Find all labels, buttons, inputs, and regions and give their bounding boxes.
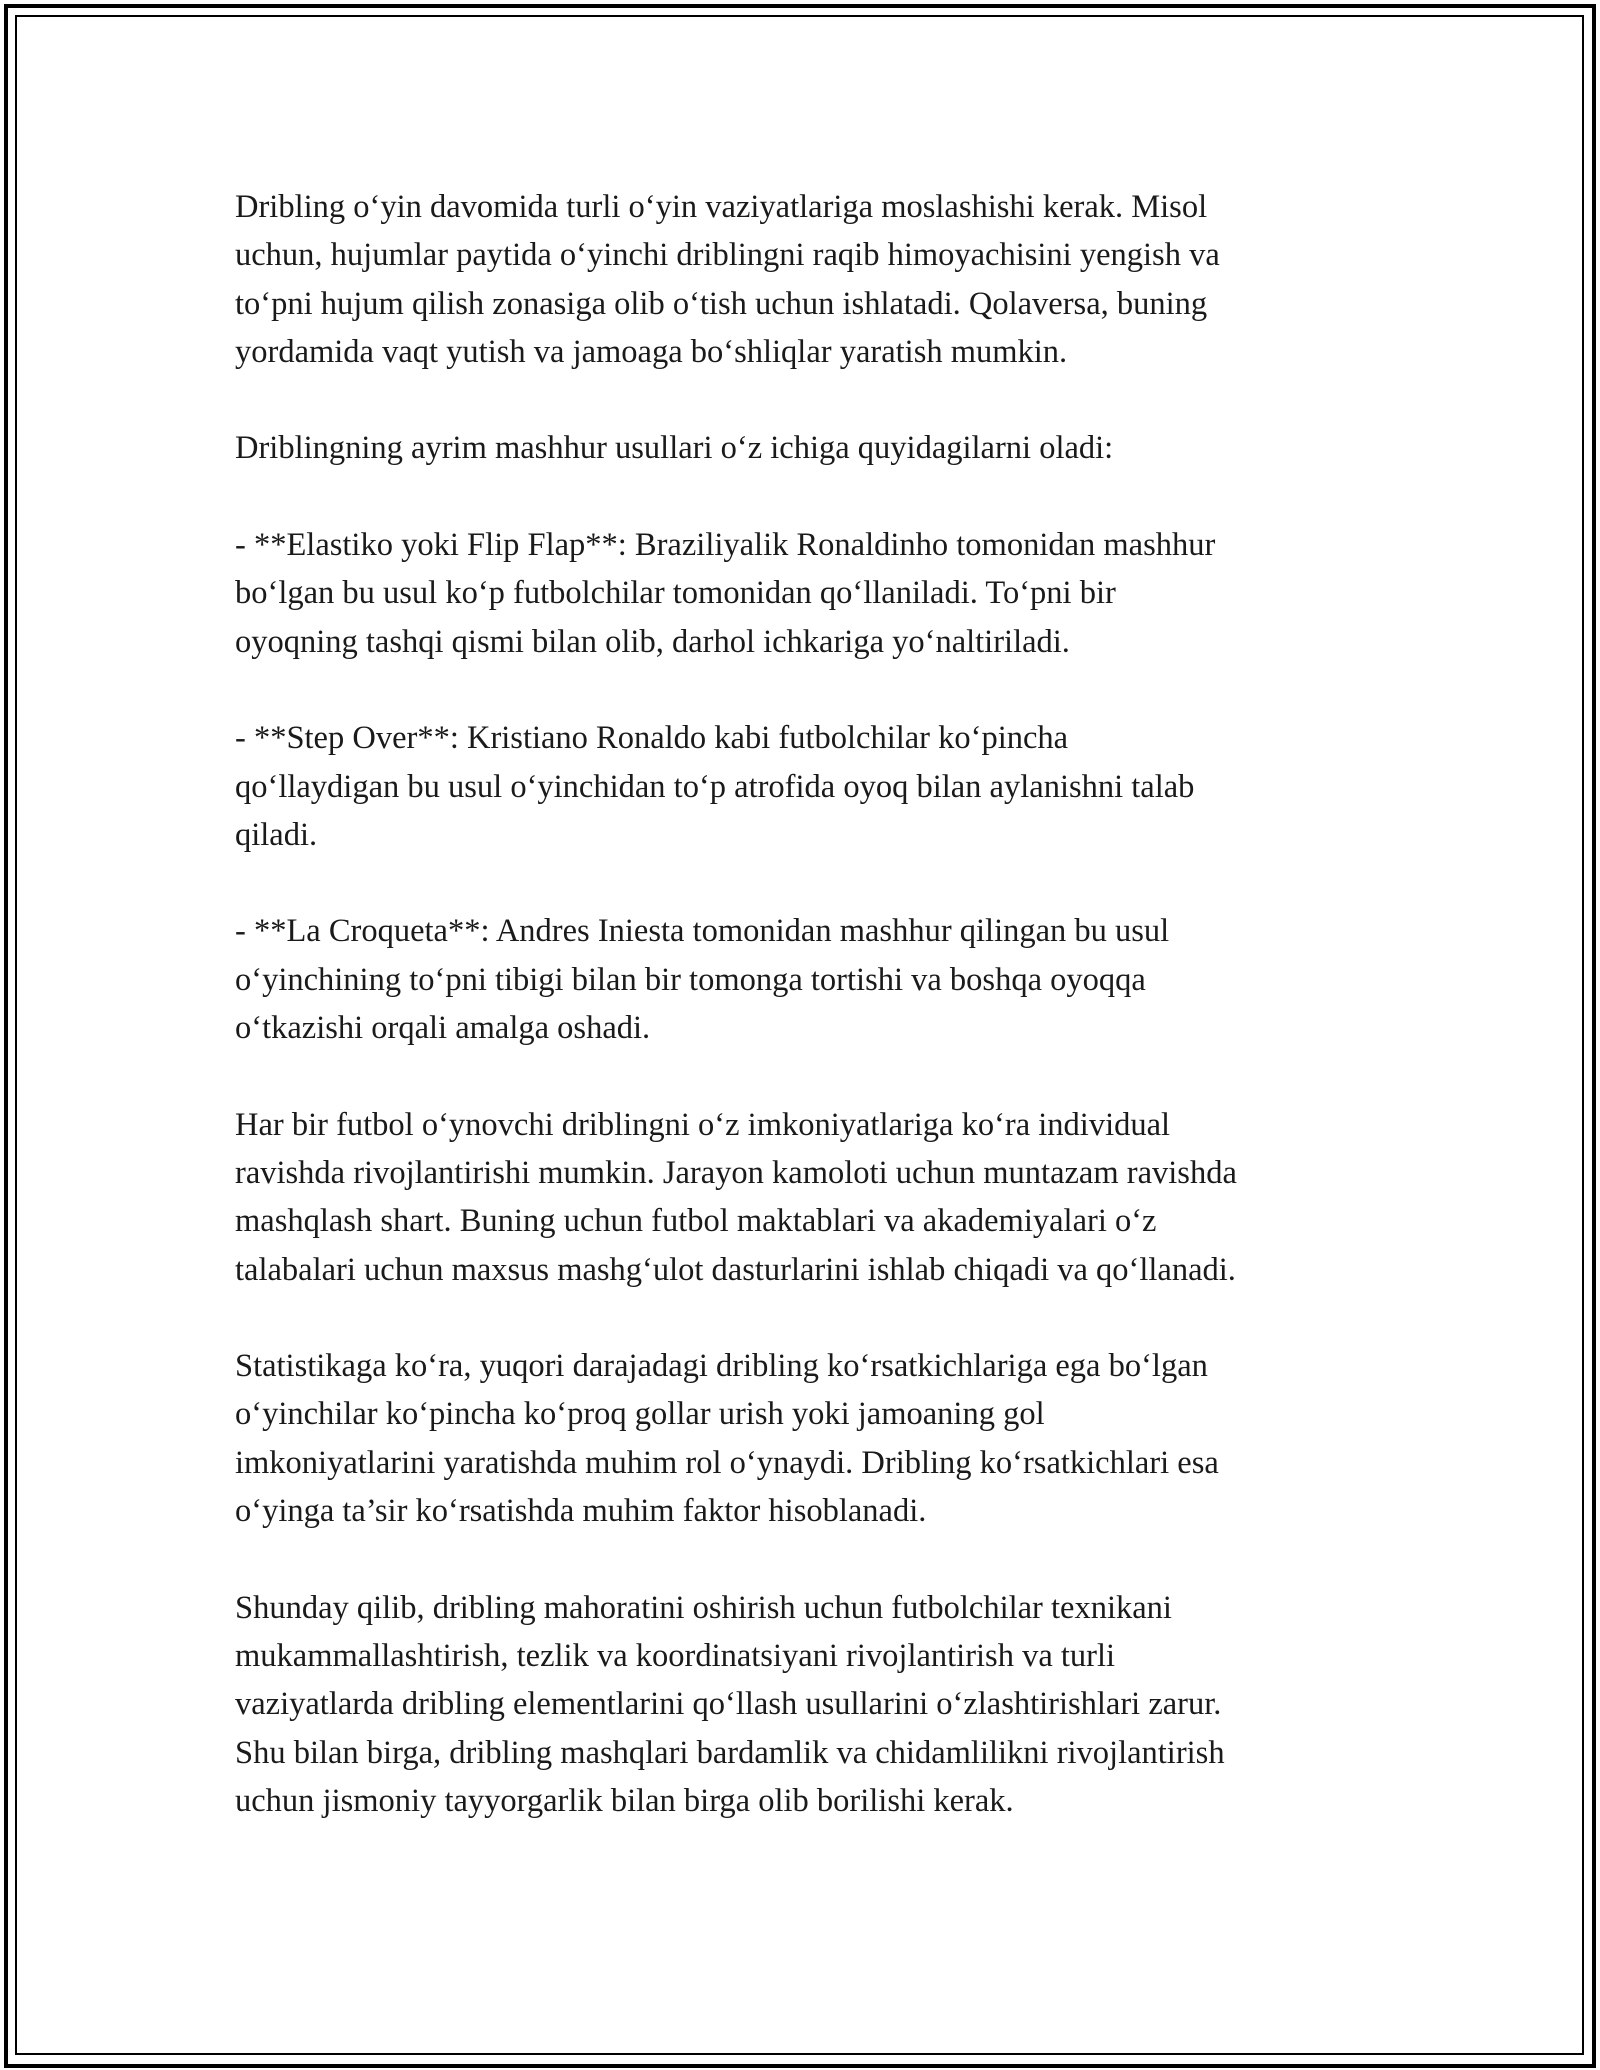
paragraph-methods-lead: Driblingning ayrim mashhur usullari o‘z ichiga quyidagilarni oladi: [235,430,1114,467]
paragraph-conclusion: Shunday qilib, dribling mahoratini oshirish uchun futbolchilar texnikani mukammallashtirish, tezlik va koordinatsiyani rivojlantirish va turli vaziyatlarda dribling elementlarini qo‘llash usullarini o‘zlashtirishlari zarur. Shu bilan birga, dribling mashqlari bardamlik va chidamlilikni rivojlantirish uchun jismoniy tayyorgarlik bilan birga olib borilishi kerak. [235,1589,1225,1819]
list-item-elastiko: - **Elastiko yoki Flip Flap**: Braziliyalik Ronaldinho tomonidan mashhur bo‘lgan bu usul ko‘p futbolchilar tomonidan qo‘llaniladi. To‘pni bir oyoqning tashqi qismi bilan olib, darhol ichkariga yo‘naltiriladi. [235,527,1216,660]
document-body [235,183,1395,1873]
paragraph-training: Har bir futbol o‘ynovchi driblingni o‘z imkoniyatlariga ko‘ra individual ravishda rivojlantirishi mumkin. Jarayon kamoloti uchun muntazam ravishda mashqlash shart. Buning uchun futbol maktablari va akademiyalari o‘z talabalari uchun maxsus mashg‘ulot dasturlarini ishlab chiqadi va qo‘llanadi. [235,1106,1237,1288]
list-item-step-over: - **Step Over**: Kristiano Ronaldo kabi futbolchilar ko‘pincha qo‘llaydigan bu usul o‘yinchidan to‘p atrofida oyoq bilan aylanishni talab qiladi. [235,720,1195,853]
paragraph-intro: Dribling o‘yin davomida turli o‘yin vaziyatlariga moslashishi kerak. Misol uchun, hujumlar paytida o‘yinchi driblingni raqib himoyachisini yengish va to‘pni hujum qilish zonasiga olib o‘tish uchun ishlatadi. Qolaversa, buning yordamida vaqt yutish va jamoaga bo‘shliqlar yaratish mumkin. [235,189,1220,370]
paragraph-statistics: Statistikaga ko‘ra, yuqori darajadagi dribling ko‘rsatkichlariga ega bo‘lgan o‘yinchilar ko‘pincha ko‘proq gollar urish yoki jamoaning gol imkoniyatlarini yaratishda muhim rol o‘ynaydi. Dribling ko‘rsatkichlari esa o‘yinga ta’sir ko‘rsatishda muhim faktor hisoblanadi. [235,1348,1219,1530]
list-item-la-croqueta: - **La Croqueta**: Andres Iniesta tomonidan mashhur qilingan bu usul o‘yinchining to‘pni tibigi bilan bir tomonga tortishi va boshqa oyoqqa o‘tkazishi orqali amalga oshadi. [235,913,1170,1047]
